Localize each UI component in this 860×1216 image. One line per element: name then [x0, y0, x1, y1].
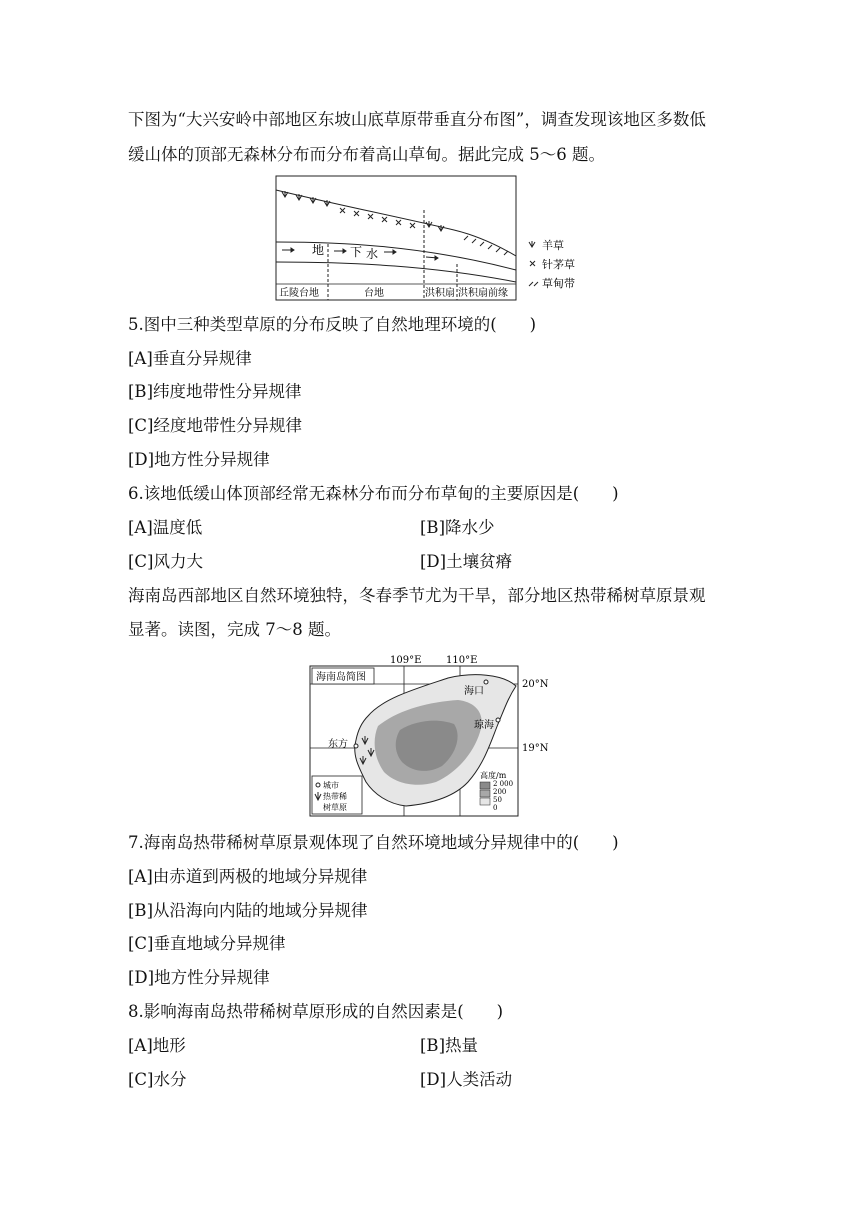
intro2-line2: 显著。读图，完成 7～8 题。 [128, 620, 341, 639]
q6-option-a[interactable]: [A]温度低 [128, 518, 203, 537]
q5-option-c[interactable]: [C]经度地带性分异规律 [128, 416, 302, 435]
q7-option-d[interactable]: [D]地方性分异规律 [128, 968, 270, 987]
q8-option-a[interactable]: [A]地形 [128, 1036, 186, 1055]
q8-stem: 8.影响海南岛热带稀树草原形成的自然因素是( ) [128, 1002, 504, 1021]
q7-stem: 7.海南岛热带稀树草原景观体现了自然环境地域分异规律中的( ) [128, 833, 619, 852]
groundwater-label-3: 水 [366, 247, 379, 261]
q8-option-b[interactable]: [B]热量 [420, 1036, 478, 1055]
q6-option-c[interactable]: [C]风力大 [128, 552, 203, 571]
zone-alluvial-fan-front: 洪积扇前缘 [458, 288, 508, 299]
lon-109: 109°E [390, 655, 422, 666]
q8-option-d[interactable]: [D]人类活动 [420, 1070, 513, 1089]
city-dongfang: 东方 [328, 739, 348, 750]
q7-option-c[interactable]: [C]垂直地域分异规律 [128, 934, 286, 953]
elev-0: 0 [493, 804, 498, 812]
legend-savanna-2: 树草原 [323, 803, 347, 812]
hainan-map-figure [308, 654, 560, 818]
elev-2000: 2 000 [493, 780, 514, 788]
groundwater-label-1: 地 [312, 243, 325, 257]
city-qionghai: 琼海 [474, 720, 494, 731]
map-title: 海南岛简图 [316, 672, 366, 683]
groundwater-label-2: 下 [350, 245, 363, 259]
lon-110: 110°E [446, 655, 478, 666]
zone-hilly-platform: 丘陵台地 [279, 288, 319, 299]
q7-option-b[interactable]: [B]从沿海向内陆的地域分异规律 [128, 901, 368, 920]
intro2-line1: 海南岛西部地区自然环境独特，冬春季节尤为干旱，部分地区热带稀树草原景观 [128, 586, 706, 605]
legend-meadow: 草甸带 [542, 277, 575, 290]
q6-option-d[interactable]: [D]土壤贫瘠 [420, 552, 513, 571]
legend-leymus: 羊草 [542, 239, 564, 252]
legend-stipa: 针茅草 [542, 258, 575, 271]
zone-platform: 台地 [364, 288, 384, 299]
legend-savanna-1: 热带稀 [323, 792, 347, 801]
zone-alluvial-fan: 洪积扇 [425, 288, 455, 299]
elev-200: 200 [493, 788, 507, 796]
q8-option-c[interactable]: [C]水分 [128, 1070, 187, 1089]
grassland-profile-figure [274, 174, 590, 302]
intro1-line2: 缓山体的顶部无森林分布而分布着高山草甸。据此完成 5～6 题。 [128, 145, 605, 164]
q5-option-b[interactable]: [B]纬度地带性分异规律 [128, 382, 302, 401]
q5-option-d[interactable]: [D]地方性分异规律 [128, 450, 270, 469]
legend-city: 城市 [323, 781, 339, 790]
city-haikou: 海口 [464, 686, 484, 697]
q6-option-b[interactable]: [B]降水少 [420, 518, 495, 537]
elev-50: 50 [493, 796, 502, 804]
q6-stem: 6.该地低缓山体顶部经常无森林分布而分布草甸的主要原因是( ) [128, 484, 619, 503]
lat-20: 20°N [522, 679, 549, 690]
intro1-line1: 下图为“大兴安岭中部地区东坡山底草原带垂直分布图”，调查发现该地区多数低 [128, 110, 706, 129]
lat-19: 19°N [522, 743, 549, 754]
q5-stem: 5.图中三种类型草原的分布反映了自然地理环境的( ) [128, 315, 537, 334]
q5-option-a[interactable]: [A]垂直分异规律 [128, 349, 252, 368]
q7-option-a[interactable]: [A]由赤道到两极的地域分异规律 [128, 867, 368, 886]
elev-title: 高度/m [480, 771, 507, 780]
